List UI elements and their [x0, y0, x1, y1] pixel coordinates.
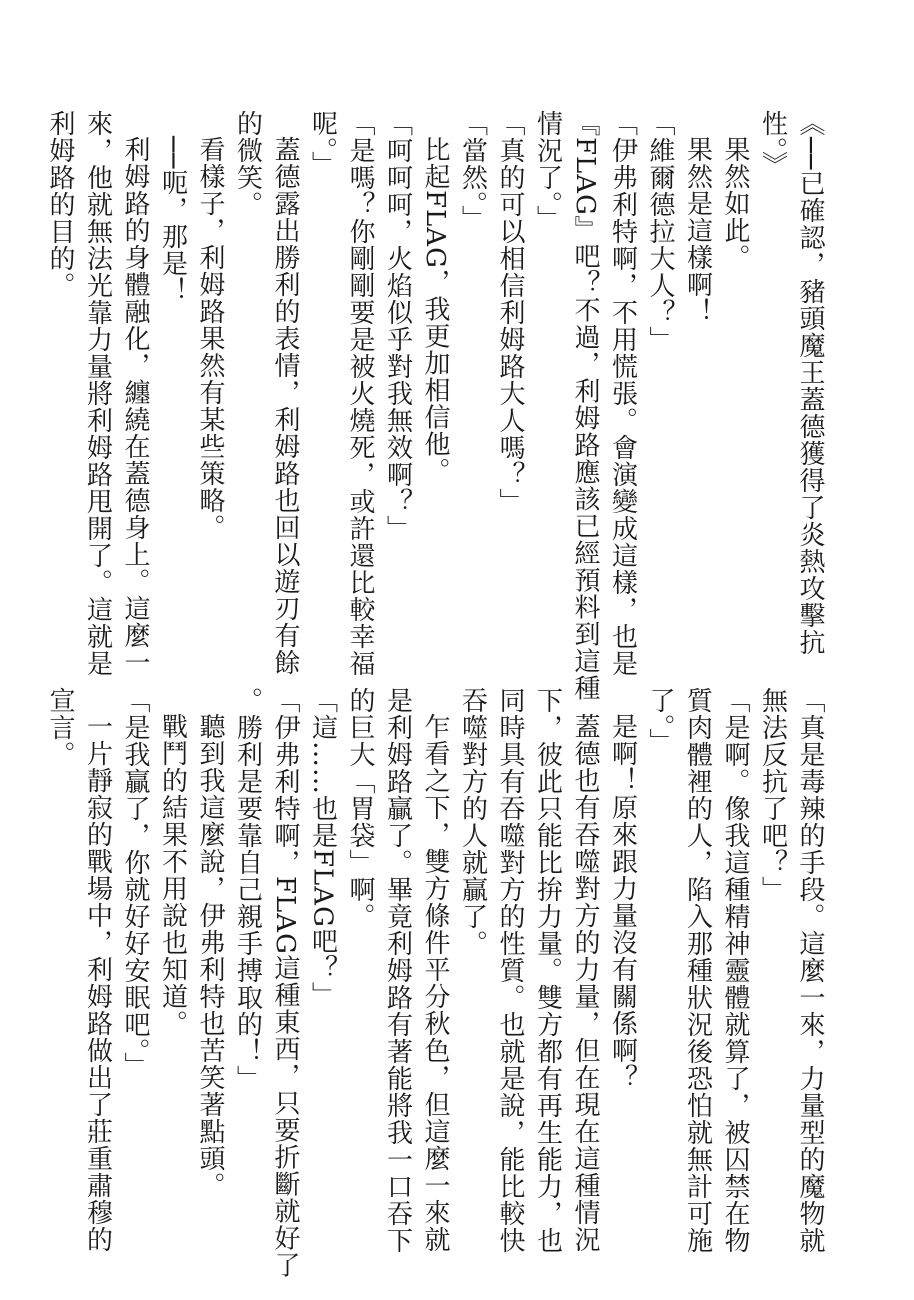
- text-line: 果然是這樣啊！: [682, 136, 713, 325]
- text-line: 「呵呵呵，火焰似乎對我無效啊？」: [382, 110, 413, 542]
- text-line: 利姆路的目的。: [45, 110, 75, 299]
- text-line: 利姆路的身體融化，纏繞在蓋德身上。這麼一: [120, 136, 150, 676]
- text-line: 「真是毒辣的手段。這麼一來，力量型的魔物就: [795, 687, 825, 1254]
- text-line: 呢。」: [307, 110, 338, 178]
- text-line: 看樣子，利姆路果然有某些策略。: [195, 136, 225, 541]
- text-line: 「是啊。像我這種精神靈體就算了，被囚禁在物: [720, 687, 750, 1254]
- text-line: 乍看之下，雙方條件平分秋色，但這麼一來就: [420, 713, 450, 1253]
- text-line: 比起FLAG，我更加相信他。: [420, 136, 450, 485]
- text-line: 的微笑。: [232, 110, 263, 218]
- text-line: 宣言。: [45, 687, 75, 768]
- text-line: ──呃，那是！: [157, 136, 188, 305]
- text-line: 蓋德露出勝利的表情，利姆路也回以遊刃有餘: [270, 136, 300, 676]
- text-line: 來，他就無法光靠力量將利姆路甩開了。這就是: [82, 110, 113, 677]
- text-line: 《──已確認，豬頭魔王蓋德獲得了炎熱攻擊抗: [795, 110, 825, 657]
- text-line: 「伊弗利特啊，不用慌張。會演變成這樣，也是: [607, 110, 638, 677]
- text-block-bottom: [45, 687, 828, 1279]
- text-line: 質肉體裡的人，陷入那種狀況後恐怕就無計可施: [682, 687, 713, 1254]
- text-line: 『FLAG』吧？不過，利姆路應該已經預料到這種: [570, 110, 600, 702]
- text-line: 蓋德也有吞噬對方的力量，但在現在這種情況: [570, 713, 600, 1253]
- text-line: 。勝利是要靠自己親手搏取的！」: [232, 687, 263, 1092]
- text-line: 「維爾德拉大人？」: [645, 110, 675, 353]
- text-line: 「當然。」: [457, 110, 488, 232]
- text-line: 情況了。」: [532, 110, 563, 232]
- text-line: 「是我贏了，你就好好安眠吧。」: [120, 687, 150, 1079]
- text-line: 無法反抗了吧？」: [757, 687, 788, 903]
- text-line: 一片靜寂的戰場中，利姆路做出了莊重肅穆的: [82, 713, 113, 1253]
- text-line: 聽到我這麼說，伊弗利特也苦笑著點頭。: [195, 713, 225, 1199]
- text-line: 「這……也是FLAG吧？」: [307, 687, 338, 1009]
- text-line: 吞噬對方的人就贏了。: [457, 687, 488, 957]
- text-line: 了。」: [645, 687, 675, 755]
- text-line: 的巨大「胃袋」啊。: [345, 687, 375, 930]
- text-line: 戰鬥的結果不用說也知道。: [157, 713, 188, 1037]
- text-line: 「是嗎？你剛剛要是被火燒死，或許還比較幸福: [345, 110, 375, 677]
- text-line: 下，彼此只能比拚力量。雙方都有再生能力，也: [532, 687, 563, 1254]
- text-line: 「真的可以相信利姆路大人嗎？」: [495, 110, 525, 515]
- text-line: 「伊弗利特啊，FLAG這種東西，只要折斷就好了: [270, 687, 300, 1279]
- text-line: 果然如此。: [720, 136, 750, 271]
- text-line: 是利姆路贏了。畢竟利姆路有著能將我一口吞下: [382, 687, 413, 1254]
- text-line: 同時具有吞噬對方的性質。也就是說，能比較快: [495, 687, 525, 1254]
- text-line: 是啊！原來跟力量沒有關係啊？: [607, 713, 638, 1091]
- text-block-top: [45, 110, 828, 702]
- text-line: 性。》: [757, 110, 788, 178]
